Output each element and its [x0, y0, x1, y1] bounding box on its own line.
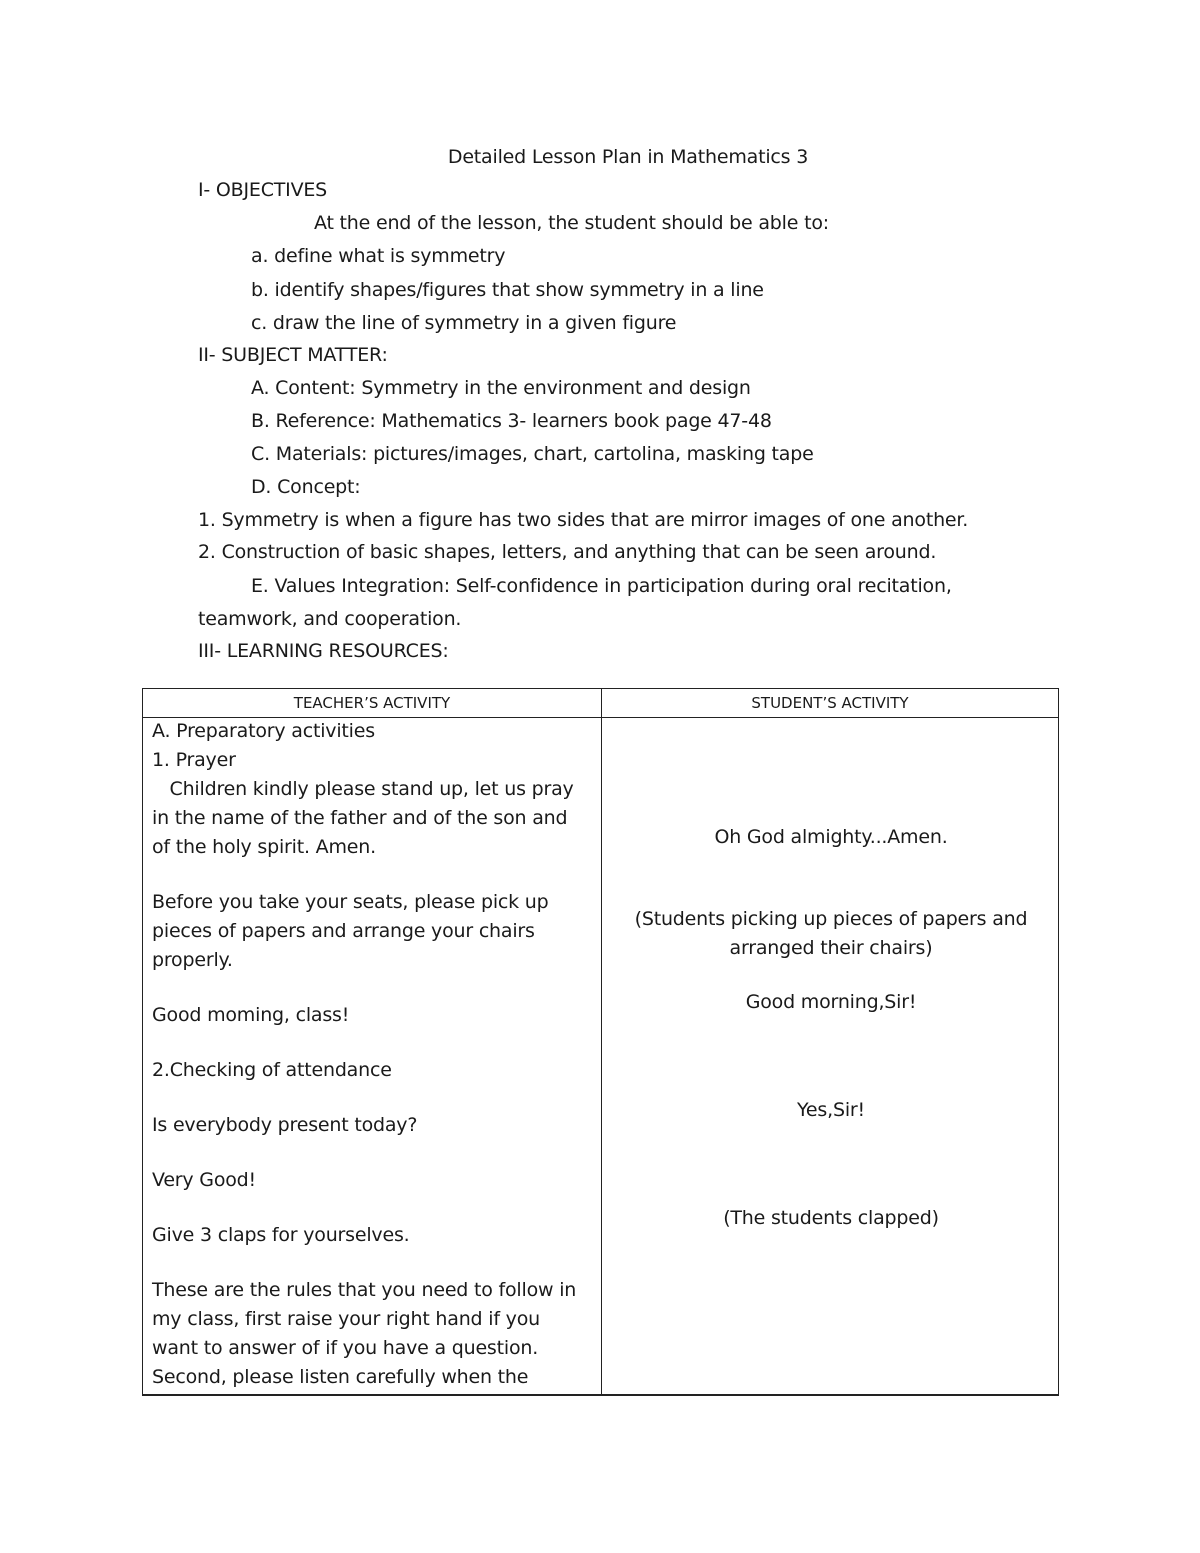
student-line: Good morning,Sir!: [745, 991, 917, 1013]
objectives-heading: I- OBJECTIVES: [198, 179, 328, 201]
student-line: arranged their chairs): [729, 937, 933, 959]
student-line: (Students picking up pieces of papers and: [634, 908, 1028, 930]
student-activity-header: STUDENT’S ACTIVITY: [602, 689, 1059, 718]
values-integration-cont: teamwork, and cooperation.: [198, 608, 462, 630]
teacher-line: Very Good!: [152, 1169, 256, 1191]
teacher-line: Give 3 claps for yourselves.: [152, 1224, 410, 1246]
subject-concept: D. Concept:: [251, 476, 361, 498]
subject-matter-heading: II- SUBJECT MATTER:: [198, 344, 388, 366]
objectives-intro: At the end of the lesson, the student should be able to:: [314, 212, 829, 234]
teacher-line: pieces of papers and arrange your chairs: [152, 920, 535, 942]
learning-resources-heading: III- LEARNING RESOURCES:: [198, 640, 449, 662]
teacher-line: Second, please listen carefully when the: [152, 1366, 529, 1388]
teacher-line: 1. Prayer: [152, 749, 236, 771]
teacher-line: of the holy spirit. Amen.: [152, 836, 376, 858]
objective-item-b: b. identify shapes/figures that show symmetry in a line: [251, 279, 764, 301]
teacher-line: 2.Checking of attendance: [152, 1059, 392, 1081]
activity-table: [142, 688, 1059, 1395]
teacher-line: A. Preparatory activities: [152, 720, 375, 742]
objective-item-c: c. draw the line of symmetry in a given figure: [251, 312, 677, 334]
teacher-line: Is everybody present today?: [152, 1114, 418, 1136]
teacher-activity-header: TEACHER’S ACTIVITY: [143, 689, 602, 718]
teacher-line: These are the rules that you need to follow in: [152, 1279, 577, 1301]
concept-item-1: 1. Symmetry is when a figure has two sides that are mirror images of one another.: [198, 509, 969, 531]
student-activity-cell: [602, 718, 1059, 1395]
teacher-line: Children kindly please stand up, let us pray: [152, 778, 574, 800]
teacher-line: Good moming, class!: [152, 1004, 350, 1026]
teacher-line: my class, first raise your right hand if you: [152, 1308, 540, 1330]
subject-reference: B. Reference: Mathematics 3- learners book page 47-48: [251, 410, 772, 432]
teacher-line: want to answer of if you have a question.: [152, 1337, 539, 1359]
objective-item-a: a. define what is symmetry: [251, 245, 506, 267]
document-title: Detailed Lesson Plan in Mathematics 3: [447, 146, 809, 168]
teacher-line: in the name of the father and of the son and: [152, 807, 568, 829]
table-header-row: [143, 689, 1059, 718]
table-bottom-rule: [142, 1395, 1059, 1396]
values-integration: E. Values Integration: Self-confidence in participation during oral recitation,: [251, 575, 952, 597]
teacher-activity-cell: [143, 718, 602, 1395]
concept-item-2: 2. Construction of basic shapes, letters, and anything that can be seen around.: [198, 541, 937, 563]
table-row: [143, 718, 1059, 1395]
teacher-line: properly.: [152, 949, 233, 971]
student-line: (The students clapped): [723, 1207, 939, 1229]
student-line: Yes,Sir!: [797, 1099, 865, 1121]
subject-materials: C. Materials: pictures/images, chart, cartolina, masking tape: [251, 443, 814, 465]
teacher-line: Before you take your seats, please pick up: [152, 891, 549, 913]
student-line: Oh God almighty...Amen.: [714, 826, 948, 848]
subject-content: A. Content: Symmetry in the environment and design: [251, 377, 751, 399]
